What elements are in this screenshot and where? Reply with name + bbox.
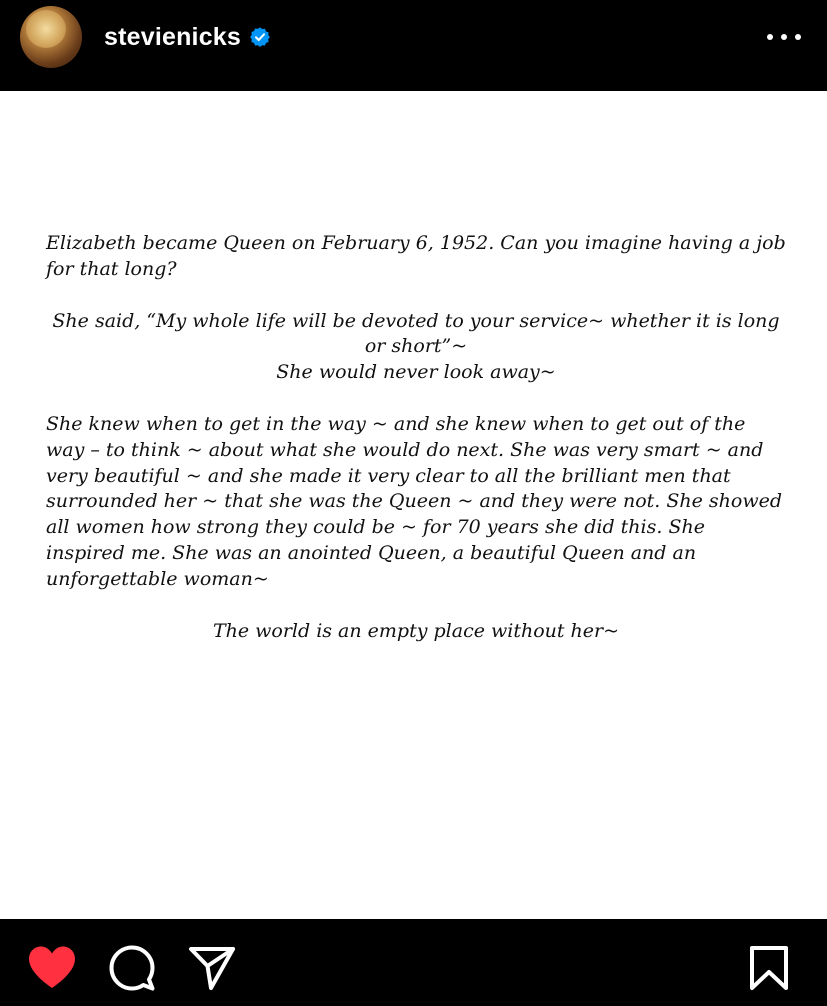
paragraph-tribute: She knew when to get in the way ~ and she knew when to get out of the way – to think ~ about what she would do next. She was very smart ~ and very beautiful ~ and she made it very clear to all the brilliant men that surrounded her ~ that she was the Queen ~ and they were not. She showed all women how strong they could be ~ for 70 years she did this. She inspired me. She was an anointed Queen, a beautiful Queen and an unforgettable woman~ bbox=[46, 412, 783, 590]
heart-icon bbox=[26, 944, 78, 990]
comment-button[interactable] bbox=[108, 944, 156, 992]
paragraph-intro: Elizabeth became Queen on February 6, 1952. Can you imagine having a job for that long? bbox=[46, 232, 786, 280]
comment-icon bbox=[108, 944, 156, 992]
post-image[interactable] bbox=[0, 91, 827, 919]
post-header bbox=[0, 0, 827, 91]
post-caption-text bbox=[46, 231, 786, 670]
paragraph-never-look-away: She would never look away~ bbox=[276, 361, 556, 384]
avatar-photo bbox=[26, 10, 66, 48]
verified-badge-icon bbox=[249, 26, 271, 48]
paragraph-quote: She said, “My whole life will be devoted to your service~ whether it is long or short”~ bbox=[52, 309, 780, 358]
username[interactable]: stevienicks bbox=[104, 22, 242, 51]
more-options-icon bbox=[767, 34, 773, 40]
save-button[interactable] bbox=[748, 945, 790, 991]
like-button[interactable] bbox=[26, 944, 78, 990]
bookmark-icon bbox=[748, 945, 790, 991]
more-options-icon-dot bbox=[781, 34, 787, 40]
paragraph-closing: The world is an empty place without her~ bbox=[212, 619, 620, 642]
more-options-button[interactable] bbox=[767, 24, 801, 50]
more-options-icon-dot bbox=[795, 34, 801, 40]
send-icon bbox=[188, 945, 236, 991]
post-action-bar bbox=[0, 919, 827, 1006]
avatar[interactable] bbox=[20, 6, 82, 68]
username-row bbox=[104, 20, 271, 54]
share-button[interactable] bbox=[188, 945, 236, 991]
